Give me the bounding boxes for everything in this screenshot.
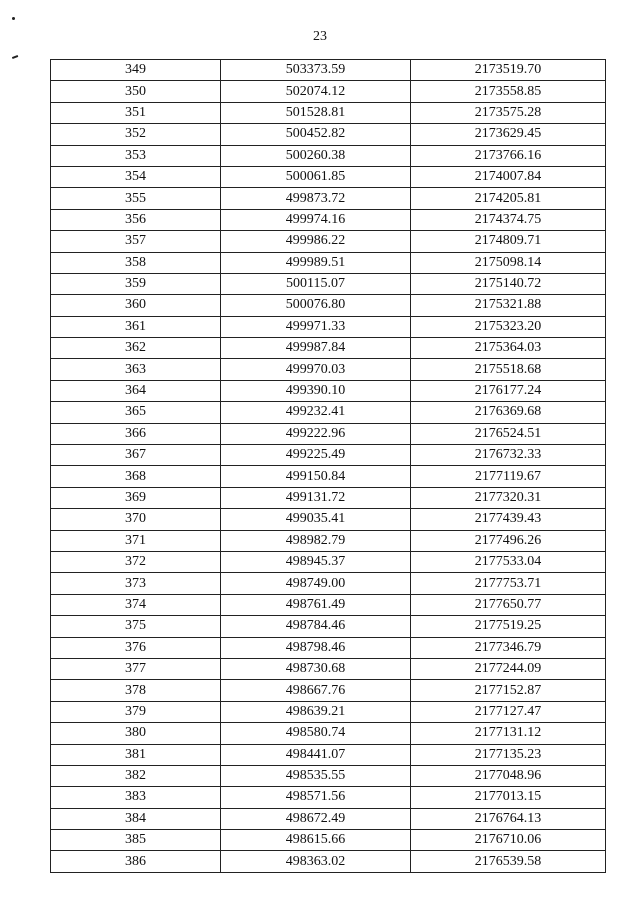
table-row xyxy=(51,188,606,209)
table-row xyxy=(51,744,606,765)
y-coordinate-cell: 2175518.68 xyxy=(411,359,606,380)
table-row xyxy=(51,231,606,252)
x-coordinate-cell: 499974.16 xyxy=(221,209,411,230)
point-number-cell: 368 xyxy=(51,466,221,487)
point-number-cell: 351 xyxy=(51,102,221,123)
point-number-cell: 386 xyxy=(51,851,221,872)
y-coordinate-cell: 2177519.25 xyxy=(411,616,606,637)
table-row xyxy=(51,551,606,572)
x-coordinate-cell: 499987.84 xyxy=(221,338,411,359)
y-coordinate-cell: 2177127.47 xyxy=(411,701,606,722)
coordinates-table-body xyxy=(51,60,606,873)
point-number-cell: 356 xyxy=(51,209,221,230)
point-number-cell: 380 xyxy=(51,723,221,744)
table-row xyxy=(51,787,606,808)
table-row xyxy=(51,509,606,530)
point-number-cell: 385 xyxy=(51,830,221,851)
point-number-cell: 357 xyxy=(51,231,221,252)
y-coordinate-cell: 2177244.09 xyxy=(411,658,606,679)
point-number-cell: 353 xyxy=(51,145,221,166)
point-number-cell: 363 xyxy=(51,359,221,380)
y-coordinate-cell: 2173575.28 xyxy=(411,102,606,123)
x-coordinate-cell: 498535.55 xyxy=(221,765,411,786)
point-number-cell: 358 xyxy=(51,252,221,273)
x-coordinate-cell: 498749.00 xyxy=(221,573,411,594)
table-row xyxy=(51,60,606,81)
y-coordinate-cell: 2174007.84 xyxy=(411,166,606,187)
table-row xyxy=(51,252,606,273)
table-row xyxy=(51,637,606,658)
point-number-cell: 352 xyxy=(51,124,221,145)
table-row xyxy=(51,808,606,829)
point-number-cell: 375 xyxy=(51,616,221,637)
y-coordinate-cell: 2177048.96 xyxy=(411,765,606,786)
point-number-cell: 379 xyxy=(51,701,221,722)
table-row xyxy=(51,701,606,722)
y-coordinate-cell: 2176524.51 xyxy=(411,423,606,444)
x-coordinate-cell: 500061.85 xyxy=(221,166,411,187)
y-coordinate-cell: 2177152.87 xyxy=(411,680,606,701)
x-coordinate-cell: 500076.80 xyxy=(221,295,411,316)
x-coordinate-cell: 498441.07 xyxy=(221,744,411,765)
point-number-cell: 364 xyxy=(51,380,221,401)
page-number: 23 xyxy=(313,29,327,44)
x-coordinate-cell: 499971.33 xyxy=(221,316,411,337)
table-row xyxy=(51,530,606,551)
x-coordinate-cell: 499989.51 xyxy=(221,252,411,273)
point-number-cell: 376 xyxy=(51,637,221,658)
y-coordinate-cell: 2173558.85 xyxy=(411,81,606,102)
point-number-cell: 349 xyxy=(51,60,221,81)
y-coordinate-cell: 2177346.79 xyxy=(411,637,606,658)
y-coordinate-cell: 2177013.15 xyxy=(411,787,606,808)
table-row xyxy=(51,273,606,294)
y-coordinate-cell: 2177135.23 xyxy=(411,744,606,765)
point-number-cell: 373 xyxy=(51,573,221,594)
y-coordinate-cell: 2177753.71 xyxy=(411,573,606,594)
point-number-cell: 354 xyxy=(51,166,221,187)
x-coordinate-cell: 498945.37 xyxy=(221,551,411,572)
x-coordinate-cell: 498982.79 xyxy=(221,530,411,551)
table-row xyxy=(51,166,606,187)
point-number-cell: 350 xyxy=(51,81,221,102)
point-number-cell: 362 xyxy=(51,338,221,359)
x-coordinate-cell: 498667.76 xyxy=(221,680,411,701)
table-row xyxy=(51,295,606,316)
x-coordinate-cell: 499225.49 xyxy=(221,445,411,466)
y-coordinate-cell: 2175098.14 xyxy=(411,252,606,273)
x-coordinate-cell: 498761.49 xyxy=(221,594,411,615)
y-coordinate-cell: 2174809.71 xyxy=(411,231,606,252)
table-row xyxy=(51,316,606,337)
table-row xyxy=(51,445,606,466)
point-number-cell: 383 xyxy=(51,787,221,808)
table-row xyxy=(51,680,606,701)
x-coordinate-cell: 499035.41 xyxy=(221,509,411,530)
y-coordinate-cell: 2177533.04 xyxy=(411,551,606,572)
x-coordinate-cell: 503373.59 xyxy=(221,60,411,81)
x-coordinate-cell: 500260.38 xyxy=(221,145,411,166)
point-number-cell: 355 xyxy=(51,188,221,209)
y-coordinate-cell: 2176369.68 xyxy=(411,402,606,423)
point-number-cell: 360 xyxy=(51,295,221,316)
y-coordinate-cell: 2176177.24 xyxy=(411,380,606,401)
y-coordinate-cell: 2176732.33 xyxy=(411,445,606,466)
table-row xyxy=(51,594,606,615)
point-number-cell: 381 xyxy=(51,744,221,765)
point-number-cell: 366 xyxy=(51,423,221,444)
y-coordinate-cell: 2177496.26 xyxy=(411,530,606,551)
table-row xyxy=(51,359,606,380)
table-row xyxy=(51,830,606,851)
x-coordinate-cell: 498784.46 xyxy=(221,616,411,637)
y-coordinate-cell: 2175323.20 xyxy=(411,316,606,337)
x-coordinate-cell: 499970.03 xyxy=(221,359,411,380)
x-coordinate-cell: 499232.41 xyxy=(221,402,411,423)
y-coordinate-cell: 2177439.43 xyxy=(411,509,606,530)
y-coordinate-cell: 2177650.77 xyxy=(411,594,606,615)
table-row xyxy=(51,466,606,487)
point-number-cell: 372 xyxy=(51,551,221,572)
table-row xyxy=(51,402,606,423)
x-coordinate-cell: 499873.72 xyxy=(221,188,411,209)
point-number-cell: 384 xyxy=(51,808,221,829)
table-row xyxy=(51,658,606,679)
scan-speck-mark xyxy=(12,17,15,20)
y-coordinate-cell: 2175364.03 xyxy=(411,338,606,359)
point-number-cell: 377 xyxy=(51,658,221,679)
x-coordinate-cell: 501528.81 xyxy=(221,102,411,123)
table-row xyxy=(51,81,606,102)
x-coordinate-cell: 498672.49 xyxy=(221,808,411,829)
y-coordinate-cell: 2176710.06 xyxy=(411,830,606,851)
y-coordinate-cell: 2176539.58 xyxy=(411,851,606,872)
y-coordinate-cell: 2177320.31 xyxy=(411,487,606,508)
table-row xyxy=(51,487,606,508)
x-coordinate-cell: 499986.22 xyxy=(221,231,411,252)
y-coordinate-cell: 2173629.45 xyxy=(411,124,606,145)
y-coordinate-cell: 2173519.70 xyxy=(411,60,606,81)
scan-speck-mark xyxy=(12,55,18,58)
x-coordinate-cell: 498580.74 xyxy=(221,723,411,744)
table-row xyxy=(51,723,606,744)
point-number-cell: 365 xyxy=(51,402,221,423)
x-coordinate-cell: 500452.82 xyxy=(221,124,411,145)
y-coordinate-cell: 2176764.13 xyxy=(411,808,606,829)
table-row xyxy=(51,851,606,872)
point-number-cell: 378 xyxy=(51,680,221,701)
y-coordinate-cell: 2175321.88 xyxy=(411,295,606,316)
x-coordinate-cell: 499222.96 xyxy=(221,423,411,444)
x-coordinate-cell: 499390.10 xyxy=(221,380,411,401)
table-row xyxy=(51,145,606,166)
point-number-cell: 359 xyxy=(51,273,221,294)
x-coordinate-cell: 498363.02 xyxy=(221,851,411,872)
x-coordinate-cell: 502074.12 xyxy=(221,81,411,102)
point-number-cell: 370 xyxy=(51,509,221,530)
point-number-cell: 374 xyxy=(51,594,221,615)
point-number-cell: 371 xyxy=(51,530,221,551)
y-coordinate-cell: 2175140.72 xyxy=(411,273,606,294)
coordinates-table xyxy=(50,59,606,873)
y-coordinate-cell: 2174205.81 xyxy=(411,188,606,209)
x-coordinate-cell: 498615.66 xyxy=(221,830,411,851)
point-number-cell: 382 xyxy=(51,765,221,786)
table-row xyxy=(51,616,606,637)
y-coordinate-cell: 2173766.16 xyxy=(411,145,606,166)
table-row xyxy=(51,423,606,444)
x-coordinate-cell: 498730.68 xyxy=(221,658,411,679)
x-coordinate-cell: 499131.72 xyxy=(221,487,411,508)
table-row xyxy=(51,573,606,594)
point-number-cell: 369 xyxy=(51,487,221,508)
y-coordinate-cell: 2177119.67 xyxy=(411,466,606,487)
x-coordinate-cell: 499150.84 xyxy=(221,466,411,487)
x-coordinate-cell: 498798.46 xyxy=(221,637,411,658)
table-row xyxy=(51,102,606,123)
point-number-cell: 361 xyxy=(51,316,221,337)
table-row xyxy=(51,765,606,786)
table-row xyxy=(51,124,606,145)
table-row xyxy=(51,338,606,359)
y-coordinate-cell: 2174374.75 xyxy=(411,209,606,230)
table-row xyxy=(51,209,606,230)
x-coordinate-cell: 498571.56 xyxy=(221,787,411,808)
point-number-cell: 367 xyxy=(51,445,221,466)
x-coordinate-cell: 500115.07 xyxy=(221,273,411,294)
x-coordinate-cell: 498639.21 xyxy=(221,701,411,722)
y-coordinate-cell: 2177131.12 xyxy=(411,723,606,744)
table-row xyxy=(51,380,606,401)
